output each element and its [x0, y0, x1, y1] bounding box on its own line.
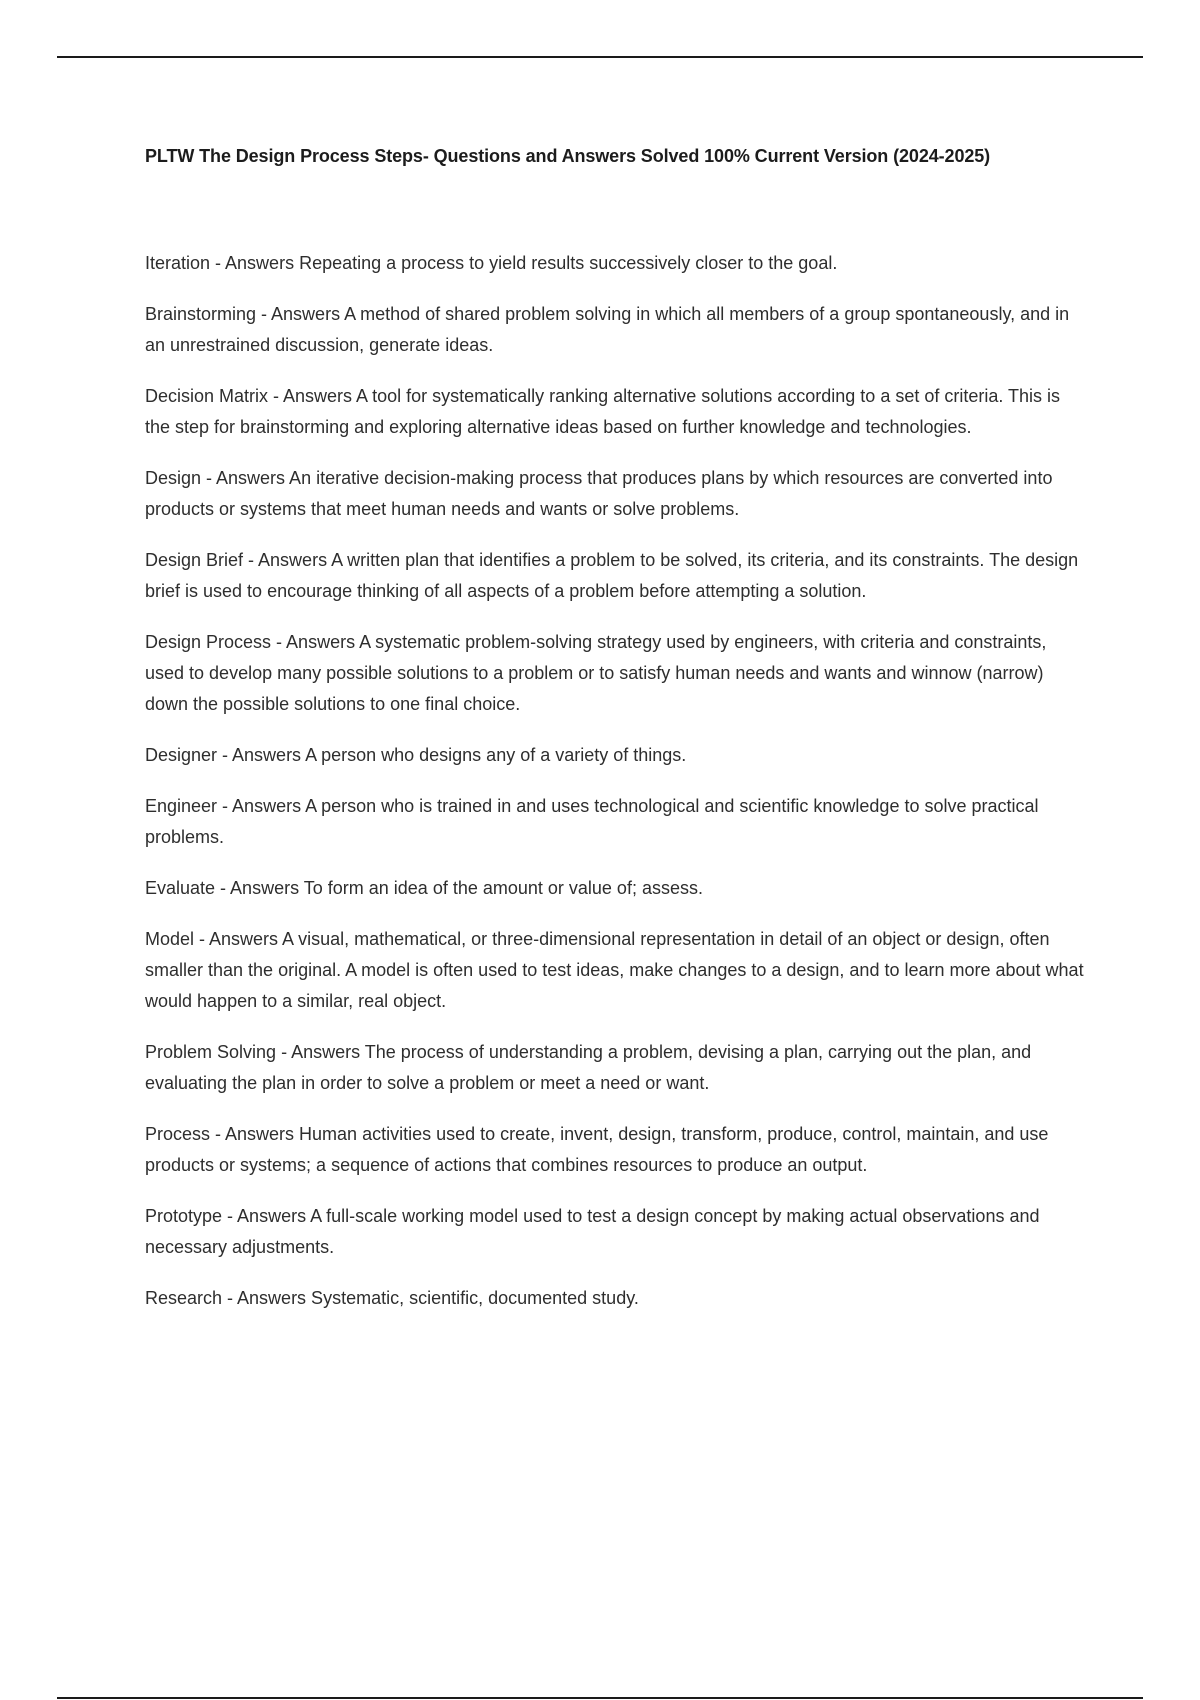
definition-iteration: Iteration - Answers Repeating a process to yield results successively closer to the goal.	[145, 253, 838, 273]
definition-decision-matrix: Decision Matrix - Answers A tool for systematically ranking alternative solutions according to a set of criteria. This is the step for brainstorming and exploring alternative ideas based on further knowledge and technologies.	[145, 386, 1061, 437]
definition-design: Design - Answers An iterative decision-making process that produces plans by which resources are converted into products or systems that meet human needs and wants or solve problems.	[145, 468, 1053, 519]
footer-rule	[57, 1697, 1143, 1699]
definition-prototype: Prototype - Answers A full-scale working model used to test a design concept by making actual observations and necessary adjustments.	[145, 1206, 1040, 1257]
definition-brainstorming: Brainstorming - Answers A method of shared problem solving in which all members of a group spontaneously, and in an unrestrained discussion, generate ideas.	[145, 304, 1070, 355]
definition-design-brief: Design Brief - Answers A written plan that identifies a problem to be solved, its criteria, and its constraints. The design brief is used to encourage thinking of all aspects of a problem before attempting a solution.	[145, 550, 1079, 601]
definition-process: Process - Answers Human activities used to create, invent, design, transform, produce, control, maintain, and use products or systems; a sequence of actions that combines resources to produce an output.	[145, 1124, 1049, 1175]
definition-model: Model - Answers A visual, mathematical, or three-dimensional representation in detail of an object or design, often smaller than the original. A model is often used to test ideas, make changes to a design, and to learn more about what would happen to a similar, real object.	[145, 929, 1084, 1011]
page-title: PLTW The Design Process Steps- Questions and Answers Solved 100% Current Version (2024-2025)	[145, 146, 991, 166]
header-rule	[57, 56, 1143, 58]
definition-list	[145, 248, 1085, 1334]
definition-problem-solving: Problem Solving - Answers The process of understanding a problem, devising a plan, carrying out the plan, and evaluating the plan in order to solve a problem or meet a need or want.	[145, 1042, 1032, 1093]
definition-research: Research - Answers Systematic, scientific, documented study.	[145, 1288, 639, 1308]
definition-evaluate: Evaluate - Answers To form an idea of the amount or value of; assess.	[145, 878, 703, 898]
definition-engineer: Engineer - Answers A person who is trained in and uses technological and scientific knowledge to solve practical problems.	[145, 796, 1039, 847]
definition-designer: Designer - Answers A person who designs any of a variety of things.	[145, 745, 687, 765]
definition-design-process: Design Process - Answers A systematic problem-solving strategy used by engineers, with criteria and constraints, used to develop many possible solutions to a problem or to satisfy human needs and wants and winnow (narrow) down the possible solutions to one final choice.	[145, 632, 1047, 714]
